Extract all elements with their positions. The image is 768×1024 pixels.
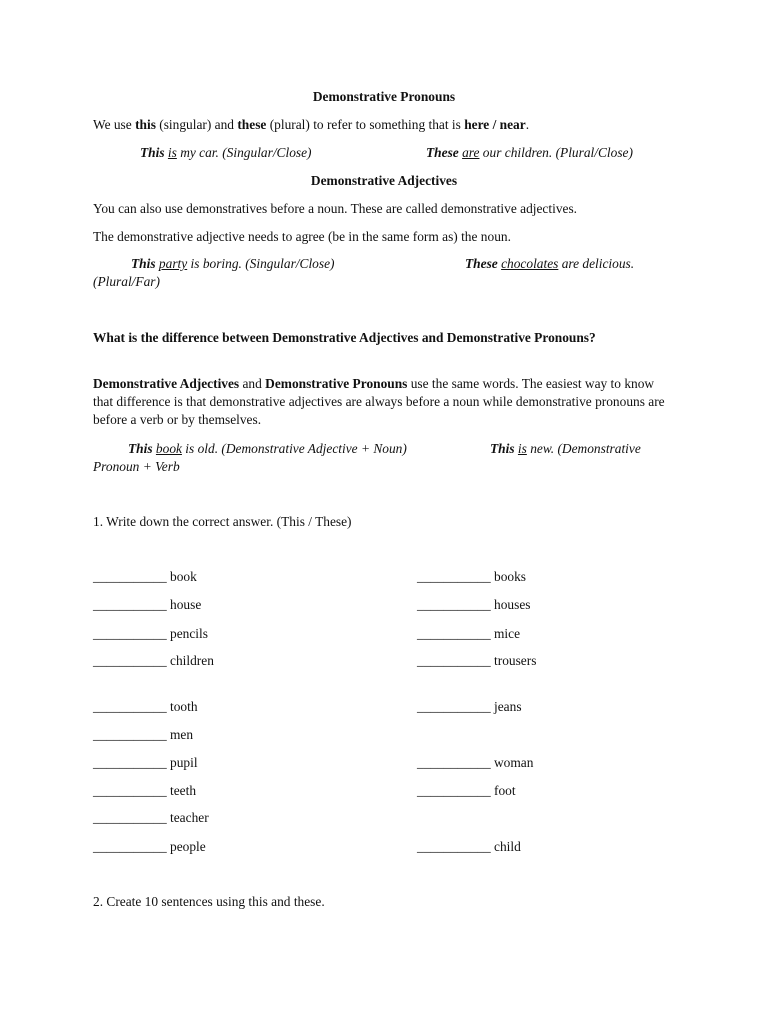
ex3-cont-text: Pronoun + Verb xyxy=(93,459,180,474)
answer-blank[interactable]: ___________ xyxy=(93,626,167,641)
heading-demonstrative-adjectives: Demonstrative Adjectives xyxy=(310,173,458,188)
exercise-item-left-1 xyxy=(93,568,197,586)
exercise-item-right-5 xyxy=(417,698,522,716)
example-2-left xyxy=(131,255,335,273)
exercise-word: pencils xyxy=(170,626,208,641)
exercise-word: people xyxy=(170,839,206,854)
answer-blank[interactable]: ___________ xyxy=(417,626,491,641)
example-3-left xyxy=(128,440,407,458)
task-2-instruction: 2. Create 10 sentences using this and these. xyxy=(93,894,325,909)
exercise-item-left-7 xyxy=(93,754,198,772)
ex2-left-rest: is boring. (Singular/Close) xyxy=(187,256,335,271)
answer-blank[interactable]: ___________ xyxy=(93,839,167,854)
exercise-item-left-10 xyxy=(93,838,206,856)
example-2-continuation xyxy=(93,273,160,291)
ex3-left-subject: This xyxy=(128,441,153,456)
paragraph-2: You can also use demonstratives before a noun. These are called demonstrative adjectives. xyxy=(93,201,578,216)
exercise-item-left-3 xyxy=(93,625,208,643)
ex3-right-rest: new. (Demonstrative xyxy=(526,441,641,456)
exercise-item-left-6 xyxy=(93,726,193,744)
answer-blank[interactable]: ___________ xyxy=(93,569,167,584)
ex3-right-verb: is xyxy=(517,441,527,456)
intro-here-near: here / near xyxy=(464,117,526,132)
answer-blank[interactable]: ___________ xyxy=(417,839,491,854)
exercise-word: child xyxy=(494,839,521,854)
answer-blank[interactable]: ___________ xyxy=(417,755,491,770)
answer-blank[interactable]: ___________ xyxy=(417,597,491,612)
answer-blank[interactable]: ___________ xyxy=(93,699,167,714)
para4-bold-2: Demonstrative Pronouns xyxy=(265,376,408,391)
para4-bold-1: Demonstrative Adjectives xyxy=(93,376,240,391)
ex2-right-subject: These xyxy=(465,256,498,271)
intro-sentence xyxy=(93,116,529,134)
answer-blank[interactable]: ___________ xyxy=(417,569,491,584)
answer-blank[interactable]: ___________ xyxy=(93,810,167,825)
ex1-left-verb: is xyxy=(167,145,177,160)
ex1-left-rest: my car. (Singular/Close) xyxy=(176,145,312,160)
ex1-right-rest: our children. (Plural/Close) xyxy=(479,145,633,160)
exercise-word: teacher xyxy=(170,810,209,825)
exercise-word: house xyxy=(170,597,202,612)
exercise-item-left-9 xyxy=(93,809,209,827)
question-heading: What is the difference between Demonstrative Adjectives and Demonstrative Pronouns? xyxy=(93,330,596,345)
answer-blank[interactable]: ___________ xyxy=(93,727,167,742)
exercise-word: woman xyxy=(494,755,534,770)
exercise-item-right-1 xyxy=(417,568,526,586)
answer-blank[interactable]: ___________ xyxy=(417,653,491,668)
exercise-item-right-3 xyxy=(417,625,520,643)
answer-blank[interactable]: ___________ xyxy=(93,755,167,770)
para4-text-1: and xyxy=(239,376,266,391)
exercise-item-left-5 xyxy=(93,698,198,716)
exercise-word: foot xyxy=(494,783,516,798)
heading-demonstrative-pronouns: Demonstrative Pronouns xyxy=(312,89,456,104)
ex2-left-noun: party xyxy=(158,256,188,271)
exercise-word: pupil xyxy=(170,755,198,770)
paragraph-4 xyxy=(93,375,673,429)
exercise-item-right-7 xyxy=(417,782,516,800)
exercise-word: mice xyxy=(494,626,521,641)
exercise-word: book xyxy=(170,569,197,584)
exercise-word: men xyxy=(170,727,194,742)
exercise-word: houses xyxy=(494,597,531,612)
intro-text-a: We use xyxy=(93,117,136,132)
intro-text-c: (singular) and xyxy=(155,117,238,132)
exercise-word: children xyxy=(170,653,214,668)
exercise-item-left-8 xyxy=(93,782,196,800)
exercise-item-left-2 xyxy=(93,596,201,614)
answer-blank[interactable]: ___________ xyxy=(93,783,167,798)
ex1-left-subject: This xyxy=(140,145,165,160)
para4-text-2: use the same words. The easiest way to know that difference is that demonstrative adjectives are always before a noun while demonstrative pronouns are before a verb or by themselves. xyxy=(93,376,665,427)
answer-blank[interactable]: ___________ xyxy=(417,699,491,714)
exercise-item-right-6 xyxy=(417,754,533,772)
exercise-item-right-4 xyxy=(417,652,536,670)
ex2-right-rest: are delicious. xyxy=(558,256,635,271)
ex3-left-rest: is old. (Demonstrative Adjective + Noun) xyxy=(181,441,407,456)
exercise-word: teeth xyxy=(170,783,197,798)
ex3-right-subject: This xyxy=(490,441,515,456)
example-3-right xyxy=(490,440,641,458)
example-3-continuation xyxy=(93,458,180,476)
intro-this: this xyxy=(135,117,156,132)
paragraph-3: The demonstrative adjective needs to agree (be in the same form as) the noun. xyxy=(93,229,511,244)
example-2-right xyxy=(465,255,634,273)
exercise-word: trousers xyxy=(494,653,537,668)
answer-blank[interactable]: ___________ xyxy=(93,653,167,668)
intro-these: these xyxy=(237,117,267,132)
exercise-word: jeans xyxy=(494,699,522,714)
exercise-word: tooth xyxy=(170,699,198,714)
example-1-right xyxy=(426,144,633,162)
ex1-right-subject: These xyxy=(426,145,459,160)
answer-blank[interactable]: ___________ xyxy=(93,597,167,612)
answer-blank[interactable]: ___________ xyxy=(417,783,491,798)
ex1-right-verb: are xyxy=(462,145,480,160)
exercise-item-left-4 xyxy=(93,652,214,670)
intro-text-e: (plural) to refer to something that is xyxy=(266,117,465,132)
exercise-item-right-8 xyxy=(417,838,521,856)
task-1-instruction: 1. Write down the correct answer. (This / These) xyxy=(93,514,352,529)
exercise-word: books xyxy=(494,569,527,584)
example-1-left xyxy=(140,144,312,162)
ex2-right-noun: chocolates xyxy=(501,256,559,271)
ex2-left-subject: This xyxy=(131,256,156,271)
intro-text-g: . xyxy=(525,117,530,132)
exercise-item-right-2 xyxy=(417,596,530,614)
ex3-left-noun: book xyxy=(155,441,182,456)
ex2-cont-text: (Plural/Far) xyxy=(93,274,160,289)
